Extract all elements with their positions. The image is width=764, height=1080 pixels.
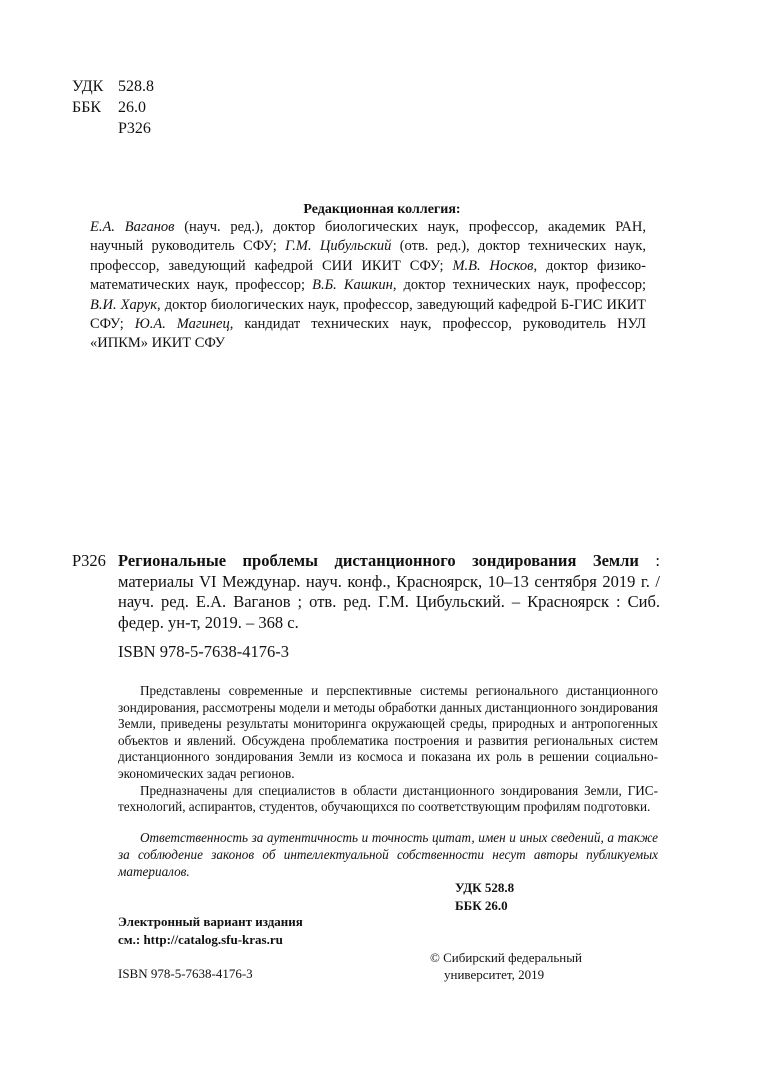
udk-value: 528.8: [118, 78, 154, 95]
annotation-paragraph: Представлены современные и перспективные системы регионального дистанционного зондирования, рассмотрены модели и методы обработки данных дистанционного зондирования Земли, приведены результаты мониторинга окружающей среды, природных и антропогенных объектов и явлений. Обсуждена проблематика построения и развития региональных систем дистанционного зондирования Земли из космоса и показана их роль в решении социально-экономических задач регионов.: [118, 683, 658, 781]
electronic-version: [118, 913, 303, 948]
bbk-label: ББК: [72, 99, 102, 116]
board-member-description: , доктор биологических наук, профессор, заведующий кафедрой Б-ГИС ИКИТ СФУ;: [90, 296, 646, 333]
isbn-footer: ISBN 978-5-7638-4176-3: [118, 966, 253, 981]
isbn-main: ISBN 978-5-7638-4176-3: [118, 642, 289, 661]
footer-udk: УДК 528.8: [455, 880, 515, 895]
book-title: Региональные проблемы дистанционного зондирования Земли: [118, 551, 639, 570]
editorial-board-text: [90, 218, 646, 354]
annotation: [118, 683, 658, 816]
bbk-row: [72, 97, 154, 118]
responsibility-note: [118, 829, 658, 880]
footer-bbk: ББК 26.0: [455, 898, 508, 913]
editorial-board-title: Редакционная коллегия:: [303, 202, 461, 217]
board-member-description: , доктор технических наук, профессор;: [392, 277, 646, 294]
author-mark-row: [72, 118, 154, 139]
board-member-name: В.Б. Кашкин: [312, 277, 393, 294]
catalog-code: Р326: [72, 551, 106, 570]
copyright: [430, 949, 582, 983]
board-member-name: Г.М. Цибульский: [285, 238, 392, 255]
responsibility-note-text: Ответственность за аутентичность и точность цитат, имен и иных сведений, а также за соблюдение законов об интеллектуальной собственности несут авторы публикуемых материалов.: [118, 830, 658, 879]
board-member-name: Е.А. Ваганов: [90, 219, 175, 235]
board-member-description: , кандидат технических наук, профессор, руководитель НУЛ «ИПКМ» ИКИТ СФУ: [90, 316, 647, 352]
electronic-version-label: Электронный вариант издания: [118, 914, 303, 929]
udk-row: [72, 76, 154, 97]
copyright-line-2: университет, 2019: [444, 967, 545, 982]
classification-codes: [72, 76, 154, 139]
bbk-value: 26.0: [118, 99, 146, 116]
author-mark: Р326: [118, 120, 151, 137]
footer-codes: [455, 879, 514, 915]
bibliographic-description: : материалы VI Междунар. науч. конф., Красноярск, 10–13 сентября 2019 г. / науч. ред. Е.А. Ваганов ; отв. ред. Г.М. Цибульский. – Красноярск : Сиб. федер. ун-т, 2019. – 368 с.: [118, 551, 660, 632]
board-member-name: М.В. Носков: [452, 257, 534, 274]
copyright-line-1: © Сибирский федеральный: [430, 950, 582, 965]
udk-label: УДК: [72, 78, 104, 95]
catalog-entry: [118, 551, 660, 633]
board-member-name: Ю.А. Магинец: [134, 316, 230, 333]
board-member-description: (отв. ред.), доктор технических наук, профессор, заведующий кафедрой СИИ ИКИТ СФУ;: [90, 238, 646, 274]
board-member-name: В.И. Харук: [90, 296, 158, 313]
board-member-description: (науч. ред.), доктор биологических наук, профессор, академик РАН, научный руководитель СФУ;: [90, 219, 646, 255]
annotation-paragraph: Предназначены для специалистов в области дистанционного зондирования Земли, ГИС-технологий, аспирантов, студентов, обучающихся по соответствующим профилям подготовки.: [118, 782, 658, 815]
electronic-version-link: см.: http://catalog.sfu-kras.ru: [118, 931, 283, 947]
board-member-description: , доктор физико-математических наук, профессор;: [90, 257, 646, 294]
